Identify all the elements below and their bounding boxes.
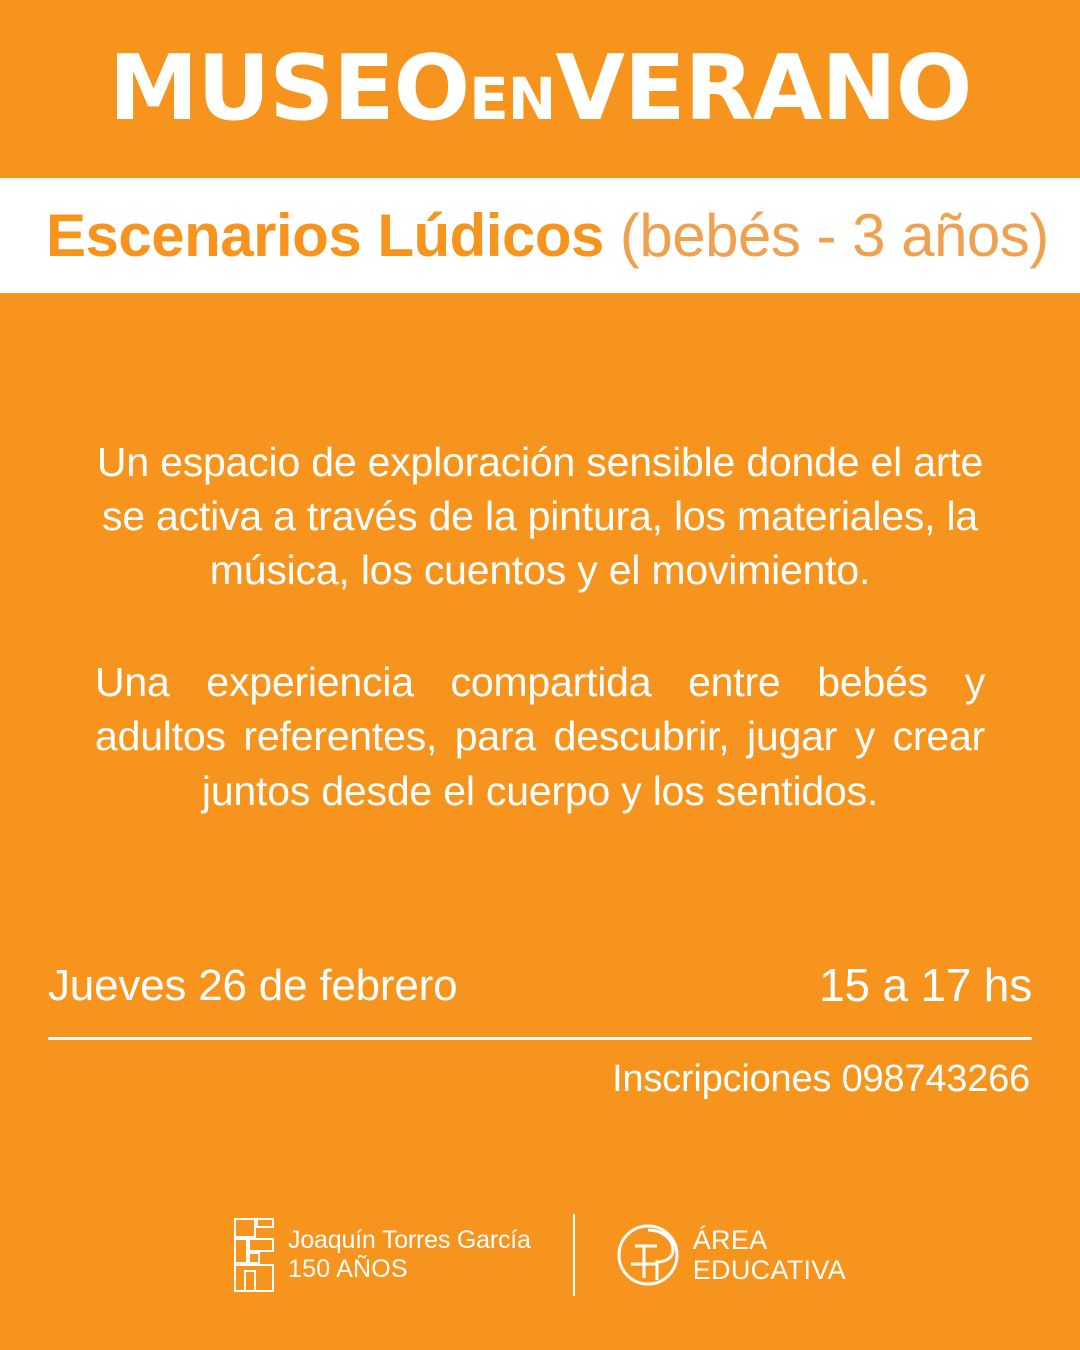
registration-info: Inscripciones 098743266	[612, 1058, 1030, 1100]
title-part-en: EN	[469, 65, 556, 133]
event-time: 15 a 17 hs	[819, 959, 1032, 1011]
area-educativa-emblem-icon	[617, 1224, 679, 1286]
museum-logo	[234, 1218, 531, 1292]
museum-logo-text	[288, 1226, 531, 1284]
description-paragraph-1: Un espacio de exploración sensible donde el arte se activa a través de la pintura, los materiales, la música, los cuentos y el movimiento.	[96, 439, 984, 594]
page-title	[108, 36, 972, 141]
area-label: ÁREA	[692, 1224, 768, 1255]
area-educativa-text	[693, 1225, 846, 1285]
museum-years: 150 AÑOS	[288, 1255, 408, 1283]
event-date: Jueves 26 de febrero	[48, 961, 458, 1010]
museum-name: Joaquín Torres García	[288, 1226, 531, 1255]
divider-rule	[48, 1037, 1032, 1040]
area-educativa-logo	[617, 1224, 846, 1286]
title-part-museo: MUSEO	[108, 36, 470, 141]
schedule-row	[48, 959, 1032, 1011]
description-paragraph-2: Una experiencia compartida entre bebés y adultos referentes, para descubrir, jugar y crear juntos desde el cuerpo y los sentidos.	[95, 659, 985, 814]
footer-divider	[573, 1214, 575, 1296]
subtitle-main: Escenarios Lúdicos	[46, 201, 604, 269]
body-copy	[95, 435, 985, 876]
title-part-verano: VERANO	[555, 36, 972, 141]
torres-garcia-grid-icon	[234, 1218, 274, 1292]
title-band	[0, 0, 1080, 178]
subtitle-audience: (bebés - 3 años)	[619, 201, 1049, 269]
footer-logos	[0, 1200, 1080, 1310]
educativa-label: EDUCATIVA	[692, 1255, 846, 1285]
subtitle-band	[0, 178, 1080, 293]
